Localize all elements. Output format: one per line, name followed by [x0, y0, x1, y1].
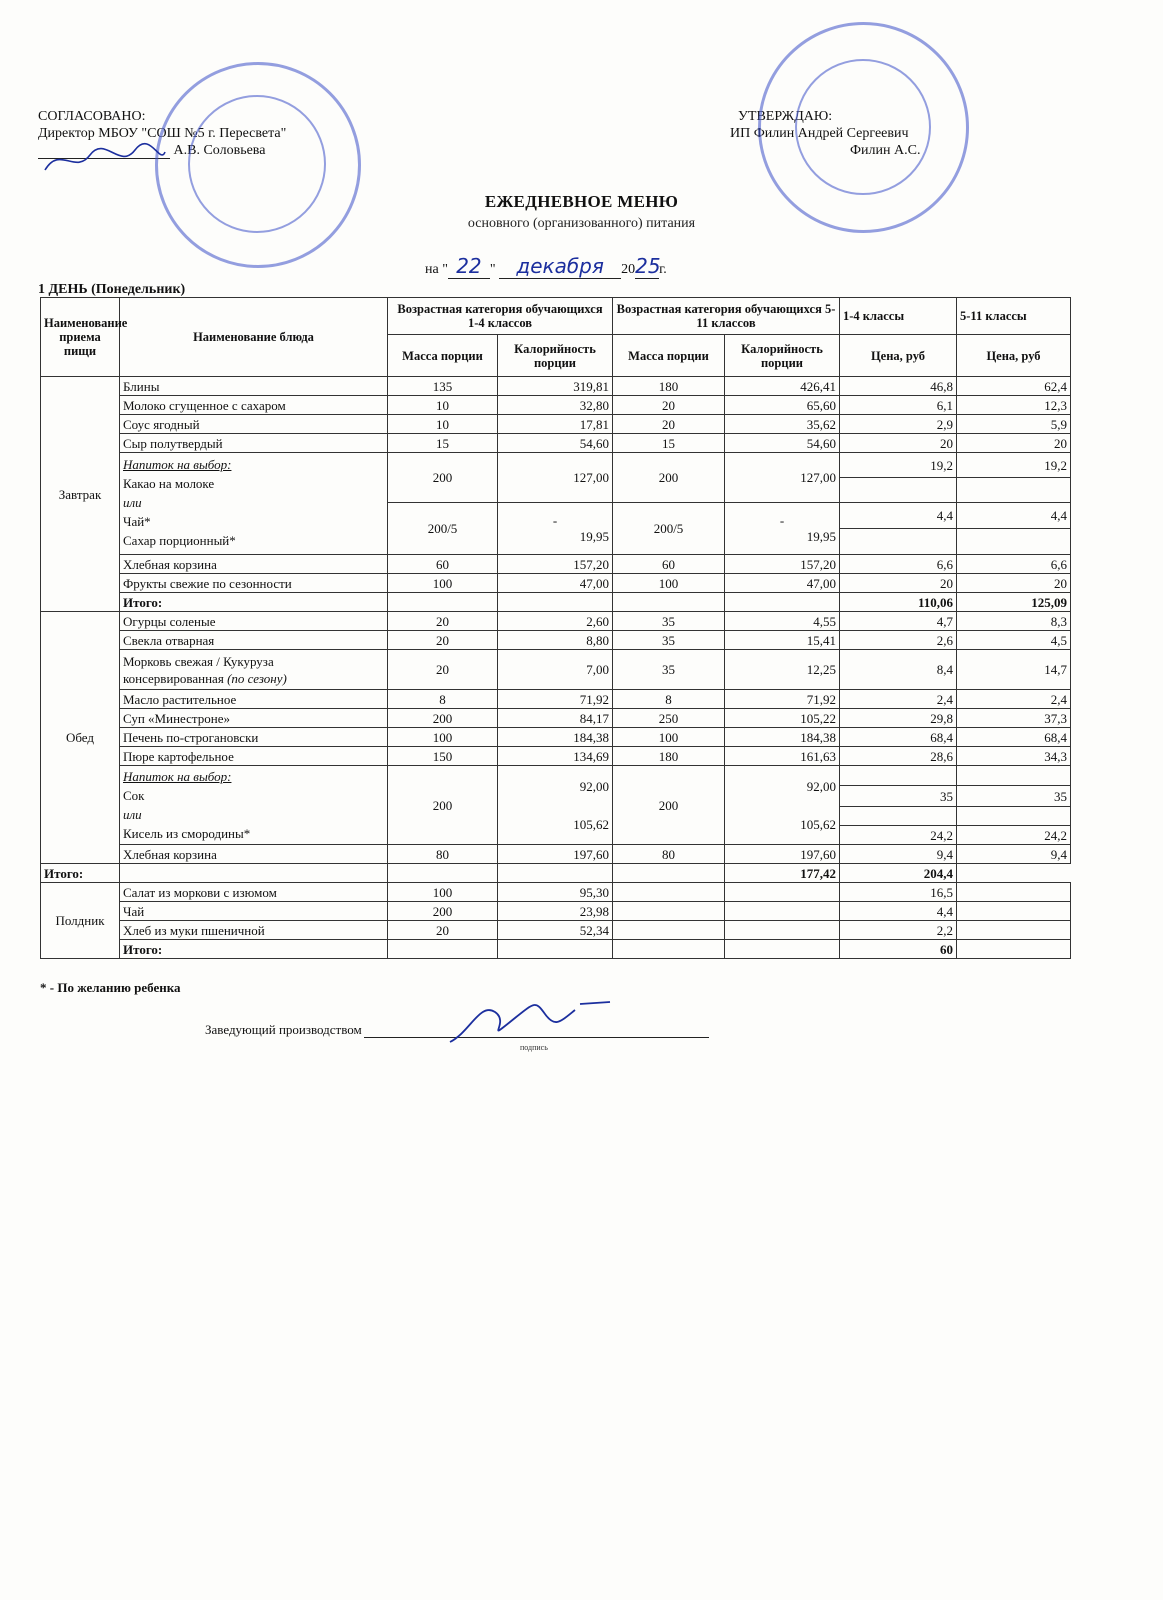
mass-5-11: 35 — [613, 612, 725, 631]
mass-1-4: 60 — [388, 555, 498, 574]
calories-juice: 92,00 — [579, 778, 609, 794]
drink-option-kissel: Кисель из смородины* — [123, 826, 251, 841]
drink-option-cocoa: Какао на молоке — [123, 476, 215, 491]
total-label: Итого: — [120, 940, 388, 959]
calories-sugar: 19,95 — [579, 528, 609, 544]
calories-5-11: 71,92 — [725, 690, 840, 709]
total-5-11 — [957, 940, 1071, 959]
mass-1-4: 20 — [388, 612, 498, 631]
mass-5-11: 200 — [613, 453, 725, 503]
empty-cell — [498, 864, 613, 883]
price-5-11: 35 — [957, 786, 1071, 807]
calories-5-11 — [725, 883, 840, 902]
empty-cell — [725, 593, 840, 612]
price-1-4: 29,8 — [840, 709, 957, 728]
calories-1-4: 23,98 — [498, 902, 613, 921]
price-5-11: 5,9 — [957, 415, 1071, 434]
document-title: ЕЖЕДНЕВНОЕ МЕНЮ — [484, 192, 679, 211]
price-1-4: 8,4 — [840, 650, 957, 690]
calories-5-11: 54,60 — [725, 434, 840, 453]
calories-5-11: 4,55 — [725, 612, 840, 631]
calories-1-4: 7,00 — [498, 650, 613, 690]
mass-5-11: 180 — [613, 377, 725, 396]
dish-name-line1: Морковь свежая / Кукуруза — [123, 653, 274, 669]
meal-breakfast: Завтрак — [41, 377, 120, 612]
mass-5-11: 80 — [613, 845, 725, 864]
table-row — [41, 396, 1071, 415]
table-row — [41, 631, 1071, 650]
price-1-4: 2,9 — [840, 415, 957, 434]
price-5-11: 24,2 — [957, 826, 1071, 845]
dish-name: Салат из моркови с изюмом — [120, 883, 388, 902]
price-5-11: 14,7 — [957, 650, 1071, 690]
header-mass-5-11: Масса порции — [613, 335, 725, 377]
price-1-4: 68,4 — [840, 728, 957, 747]
mass-1-4: 80 — [388, 845, 498, 864]
calories-5-11: 184,38 — [725, 728, 840, 747]
calories-1-4: 127,00 — [498, 453, 613, 503]
mass-5-11: 20 — [613, 415, 725, 434]
mass-1-4: 100 — [388, 728, 498, 747]
calories-1-4: 134,69 — [498, 747, 613, 766]
dish-name: Масло растительное — [120, 690, 388, 709]
calories-1-4 — [498, 766, 613, 845]
mass-5-11 — [613, 921, 725, 940]
header-age-1-4: Возрастная категория обучающихся 1-4 классов — [388, 298, 613, 335]
calories-1-4: 84,17 — [498, 709, 613, 728]
header-grades-5-11: 5-11 классы — [957, 298, 1071, 335]
calories-5-11: 35,62 — [725, 415, 840, 434]
calories-5-11: 15,41 — [725, 631, 840, 650]
price-1-4: 46,8 — [840, 377, 957, 396]
dish-name: Хлебная корзина — [120, 845, 388, 864]
price-1-4-empty — [840, 478, 957, 503]
price-1-4: 20 — [840, 574, 957, 593]
mass-1-4: 200 — [388, 766, 498, 845]
empty-cell — [120, 864, 388, 883]
drink-choice-lunch — [120, 766, 388, 845]
calories-5-11: 65,60 — [725, 396, 840, 415]
mass-5-11: 35 — [613, 631, 725, 650]
calories-5-11: 197,60 — [725, 845, 840, 864]
table-header-row — [41, 298, 1071, 335]
header-calories-5-11: Калорийность порции — [725, 335, 840, 377]
header-calories-1-4: Калорийность порции — [498, 335, 613, 377]
signature-caption: подпись — [520, 1043, 548, 1052]
price-5-11: 62,4 — [957, 377, 1071, 396]
menu-table — [40, 297, 1071, 959]
meal-snack: Полдник — [41, 883, 120, 959]
spacer — [728, 796, 836, 815]
mass-1-4: 200 — [388, 902, 498, 921]
table-row — [41, 434, 1071, 453]
mass-1-4: 100 — [388, 883, 498, 902]
calories-1-4 — [498, 503, 613, 555]
manager-label: Заведующий производством — [205, 1022, 362, 1037]
dish-name: Свекла отварная — [120, 631, 388, 650]
mass-5-11: 250 — [613, 709, 725, 728]
calories-1-4: 95,30 — [498, 883, 613, 902]
calories-5-11 — [725, 902, 840, 921]
price-5-11: 9,4 — [957, 845, 1071, 864]
date-month: декабря — [499, 254, 621, 279]
price-5-11: 2,4 — [957, 690, 1071, 709]
calories-sugar: 19,95 — [806, 528, 836, 544]
mass-1-4: 15 — [388, 434, 498, 453]
drink-choice-header: Напиток на выбор: — [123, 769, 232, 784]
calories-5-11: 161,63 — [725, 747, 840, 766]
mass-1-4: 135 — [388, 377, 498, 396]
table-row — [41, 921, 1071, 940]
calories-1-4: 71,92 — [498, 690, 613, 709]
price-1-4: 9,4 — [840, 845, 957, 864]
table-row — [41, 574, 1071, 593]
dish-name: Печень по-строгановски — [120, 728, 388, 747]
calories-5-11 — [725, 766, 840, 845]
price-5-11-empty — [957, 478, 1071, 503]
price-5-11: 19,2 — [957, 453, 1071, 478]
dish-name: Фрукты свежие по сезонности — [120, 574, 388, 593]
day-label: 1 ДЕНЬ (Понедельник) — [38, 282, 186, 297]
total-5-11: 125,09 — [957, 593, 1071, 612]
dish-name-canned: консервированная — [123, 670, 224, 686]
table-row — [41, 415, 1071, 434]
footnote: * - По желанию ребенка — [40, 980, 181, 995]
dish-name: Чай — [120, 902, 388, 921]
price-5-11: 20 — [957, 434, 1071, 453]
approval-right-name: Филин А.С. — [850, 143, 921, 158]
empty-cell — [388, 940, 498, 959]
table-row — [41, 650, 1071, 690]
empty-cell — [498, 940, 613, 959]
empty-cell — [388, 593, 498, 612]
price-1-4: 16,5 — [840, 883, 957, 902]
price-1-4: 4,7 — [840, 612, 957, 631]
table-row — [41, 747, 1071, 766]
price-5-11-empty — [957, 529, 1071, 555]
price-1-4-empty — [840, 529, 957, 555]
mass-5-11 — [613, 883, 725, 902]
mass-5-11: 60 — [613, 555, 725, 574]
calories-5-11: 157,20 — [725, 555, 840, 574]
header-grades-1-4: 1-4 классы — [840, 298, 957, 335]
mass-5-11: 200/5 — [613, 503, 725, 555]
approval-left-label: СОГЛАСОВАНО: — [38, 109, 146, 124]
dash: - — [779, 512, 785, 528]
date-quote: " — [489, 262, 496, 277]
mass-1-4: 100 — [388, 574, 498, 593]
school-stamp — [155, 62, 361, 268]
entrepreneur-stamp-inner-ring — [795, 59, 931, 195]
dish-name: Блины — [120, 377, 388, 396]
drink-option-juice: Сок — [123, 788, 145, 803]
price-1-4: 28,6 — [840, 747, 957, 766]
mass-1-4: 20 — [388, 921, 498, 940]
dish-name-line2 — [123, 670, 384, 687]
dish-name: Пюре картофельное — [120, 747, 388, 766]
mass-5-11: 180 — [613, 747, 725, 766]
price-1-4: 20 — [840, 434, 957, 453]
price-5-11: 34,3 — [957, 747, 1071, 766]
date-day: 22 — [448, 254, 490, 279]
price-5-11: 20 — [957, 574, 1071, 593]
table-row — [41, 845, 1071, 864]
calories-1-4: 32,80 — [498, 396, 613, 415]
price-1-4: 4,4 — [840, 503, 957, 529]
price-5-11: 4,4 — [957, 503, 1071, 529]
empty-cell — [613, 940, 725, 959]
calories-5-11: 12,25 — [725, 650, 840, 690]
date-year: 25 — [635, 254, 661, 278]
dish-name: Суп «Минестроне» — [120, 709, 388, 728]
mass-5-11: 200 — [613, 766, 725, 845]
total-5-11: 204,4 — [840, 864, 957, 883]
calories-1-4: 197,60 — [498, 845, 613, 864]
calories-1-4: 54,60 — [498, 434, 613, 453]
total-1-4: 60 — [840, 940, 957, 959]
price-1-4: 19,2 — [840, 453, 957, 478]
price-1-4: 2,6 — [840, 631, 957, 650]
price-5-11: 6,6 — [957, 555, 1071, 574]
mass-5-11: 100 — [613, 728, 725, 747]
price-5-11: 4,5 — [957, 631, 1071, 650]
calories-5-11: 47,00 — [725, 574, 840, 593]
mass-1-4: 20 — [388, 631, 498, 650]
approval-left-position: Директор МБОУ "СОШ №5 г. Пересвета" — [38, 126, 287, 141]
drink-or: или — [123, 495, 142, 510]
calories-5-11: 127,00 — [725, 453, 840, 503]
price-5-11-empty — [957, 807, 1071, 826]
header-meal: Наименование приема пищи — [41, 298, 120, 377]
total-1-4: 110,06 — [840, 593, 957, 612]
calories-1-4: 157,20 — [498, 555, 613, 574]
date-line — [425, 254, 667, 279]
empty-cell — [388, 864, 498, 883]
calories-juice: 92,00 — [806, 778, 836, 794]
director-signature — [40, 140, 170, 180]
table-row-total — [41, 940, 1071, 959]
price-1-4: 35 — [840, 786, 957, 807]
total-label: Итого: — [41, 864, 120, 883]
dish-name: Хлебная корзина — [120, 555, 388, 574]
mass-5-11 — [613, 902, 725, 921]
price-5-11 — [957, 883, 1071, 902]
dish-name: Огурцы соленые — [120, 612, 388, 631]
calories-1-4: 319,81 — [498, 377, 613, 396]
dish-name: Сыр полутвердый — [120, 434, 388, 453]
empty-cell — [613, 593, 725, 612]
empty-cell — [613, 864, 725, 883]
mass-1-4: 200/5 — [388, 503, 498, 555]
header-price-5-11: Цена, руб — [957, 335, 1071, 377]
total-1-4: 177,42 — [725, 864, 840, 883]
approval-right-label: УТВЕРЖДАЮ: — [738, 109, 833, 124]
table-row — [41, 377, 1071, 396]
approval-right-position: ИП Филин Андрей Сергеевич — [730, 126, 909, 141]
mass-1-4: 10 — [388, 415, 498, 434]
table-row-drink-choice — [41, 453, 1071, 478]
table-row — [41, 555, 1071, 574]
header-dish: Наименование блюда — [120, 298, 388, 377]
mass-1-4: 200 — [388, 709, 498, 728]
price-5-11 — [957, 902, 1071, 921]
drink-or: или — [123, 807, 142, 822]
header-mass-1-4: Масса порции — [388, 335, 498, 377]
mass-1-4: 200 — [388, 453, 498, 503]
date-suffix: г. — [659, 262, 667, 277]
empty-cell — [725, 940, 840, 959]
mass-1-4: 8 — [388, 690, 498, 709]
drink-option-tea: Чай* — [123, 514, 151, 529]
table-row — [41, 902, 1071, 921]
price-1-4-empty — [840, 766, 957, 786]
table-row — [41, 728, 1071, 747]
dish-name: Соус ягодный — [120, 415, 388, 434]
empty-cell — [498, 593, 613, 612]
mass-5-11: 15 — [613, 434, 725, 453]
header-age-5-11: Возрастная категория обучающихся 5-11 классов — [613, 298, 840, 335]
price-1-4: 6,6 — [840, 555, 957, 574]
date-year-prefix: 20 — [621, 262, 636, 277]
mass-5-11: 8 — [613, 690, 725, 709]
price-5-11 — [957, 921, 1071, 940]
table-row-total — [41, 864, 1071, 883]
mass-1-4: 20 — [388, 650, 498, 690]
dish-name — [120, 650, 388, 690]
total-label: Итого: — [120, 593, 388, 612]
dish-season-note: (по сезону) — [227, 670, 287, 686]
mass-5-11: 100 — [613, 574, 725, 593]
dish-name: Молоко сгущенное с сахаром — [120, 396, 388, 415]
calories-5-11 — [725, 503, 840, 555]
header-price-1-4: Цена, руб — [840, 335, 957, 377]
table-row-total — [41, 593, 1071, 612]
drink-choice-header: Напиток на выбор: — [123, 457, 232, 472]
price-1-4: 2,4 — [840, 690, 957, 709]
mass-1-4: 150 — [388, 747, 498, 766]
mass-1-4: 10 — [388, 396, 498, 415]
price-1-4: 6,1 — [840, 396, 957, 415]
calories-5-11 — [725, 921, 840, 940]
price-5-11-empty — [957, 766, 1071, 786]
meal-lunch: Обед — [41, 612, 120, 864]
price-1-4-empty — [840, 807, 957, 826]
price-1-4: 2,2 — [840, 921, 957, 940]
price-5-11: 68,4 — [957, 728, 1071, 747]
drink-choice-breakfast — [120, 453, 388, 555]
date-prefix: на " — [425, 262, 448, 277]
spacer — [501, 796, 609, 815]
calories-kissel: 105,62 — [573, 816, 609, 832]
table-row-drink-choice — [41, 766, 1071, 786]
mass-5-11: 35 — [613, 650, 725, 690]
calories-1-4: 17,81 — [498, 415, 613, 434]
calories-5-11: 426,41 — [725, 377, 840, 396]
price-1-4: 4,4 — [840, 902, 957, 921]
price-5-11: 12,3 — [957, 396, 1071, 415]
school-stamp-inner-ring — [188, 95, 326, 233]
mass-5-11: 20 — [613, 396, 725, 415]
calories-kissel: 105,62 — [800, 816, 836, 832]
calories-1-4: 47,00 — [498, 574, 613, 593]
calories-1-4: 52,34 — [498, 921, 613, 940]
table-row — [41, 612, 1071, 631]
drink-option-sugar: Сахар порционный* — [123, 533, 236, 548]
table-row — [41, 690, 1071, 709]
price-5-11: 8,3 — [957, 612, 1071, 631]
price-5-11: 37,3 — [957, 709, 1071, 728]
calories-5-11: 105,22 — [725, 709, 840, 728]
calories-1-4: 8,80 — [498, 631, 613, 650]
dish-name: Хлеб из муки пшеничной — [120, 921, 388, 940]
document-subtitle: основного (организованного) питания — [467, 216, 696, 231]
calories-1-4: 2,60 — [498, 612, 613, 631]
calories-1-4: 184,38 — [498, 728, 613, 747]
dash: - — [552, 512, 558, 528]
price-1-4: 24,2 — [840, 826, 957, 845]
approval-left-name: А.В. Соловьева — [173, 143, 266, 158]
table-row — [41, 709, 1071, 728]
table-row — [41, 883, 1071, 902]
